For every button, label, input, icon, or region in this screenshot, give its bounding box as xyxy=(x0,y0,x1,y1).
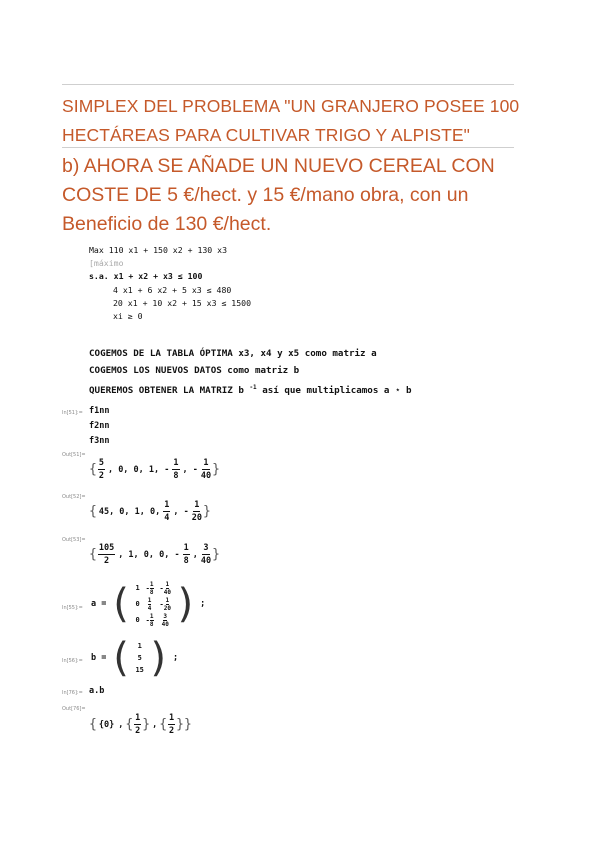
matrix-a-label: a = xyxy=(91,599,107,609)
open-brace: { xyxy=(89,462,97,477)
matrix-b-input[interactable]: b = ( 1 5 15 ) ; xyxy=(91,635,179,681)
page-title: SIMPLEX DEL PROBLEMA "UN GRANJERO POSEE 100 HECTÁREAS PARA CULTIVAR TRIGO Y ALPISTE" xyxy=(62,96,520,145)
matrix-b-table: 1 5 15 xyxy=(135,642,144,674)
result-output: { {0} , { $\frac{1}{2}$ } , { $\frac{1}{2}$ } } xyxy=(89,713,192,736)
close-brace: } xyxy=(202,504,211,519)
constraint-2: 4 x1 + 6 x2 + 5 x3 ≤ 480 xyxy=(113,284,232,295)
close-brace: } xyxy=(212,462,220,477)
note-line-1: COGEMOS DE LA TABLA ÓPTIMA x3, x4 y x5 como matriz a xyxy=(89,348,377,359)
open-brace: { xyxy=(89,504,97,519)
fraction: $\frac{1}{8}$ xyxy=(183,543,189,566)
note-line-3-a: QUEREMOS OBTENER LA MATRIZ b xyxy=(89,385,244,397)
close-paren: ) xyxy=(146,635,171,681)
title-rule xyxy=(62,147,514,148)
matrix-b-label: b = xyxy=(91,653,107,663)
matrix-a xyxy=(108,580,198,628)
fraction: $\frac{105}{2}$ xyxy=(98,543,115,566)
objective-line: Max 110 x1 + 150 x2 + 130 x3 xyxy=(89,245,228,255)
open-brace: { xyxy=(89,717,97,732)
open-brace: { xyxy=(89,547,97,562)
input-f1[interactable]: f1nn xyxy=(89,406,110,416)
cell-label-in76: In[76]:= xyxy=(62,690,83,696)
top-rule xyxy=(62,84,514,85)
fraction: $\frac{1}{20}$ xyxy=(191,500,202,523)
close-brace: } xyxy=(142,717,151,732)
cell-label-in56: In[56]:= xyxy=(62,658,83,664)
output-row-2: { 45, 0, 1, 0, $\frac{1}{4}$ , - $\frac{1}{20}$ } xyxy=(89,500,211,523)
note-line-2: COGEMOS LOS NUEVOS DATOS como matriz b xyxy=(89,365,300,376)
matrix-b xyxy=(108,635,171,681)
fraction: $\frac{1}{2}$ xyxy=(135,713,141,736)
output-row-1: { $\frac{5}{2}$ , 0, 0, 1, - $\frac{1}{8}$ , - $\frac{1}{40}$ } xyxy=(89,458,220,481)
fraction: $\frac{3}{40}$ xyxy=(200,543,212,566)
note-line-3-b: así que multiplicamos a ⋆ b xyxy=(256,385,412,397)
problem-statement xyxy=(89,244,251,323)
open-brace: { xyxy=(159,717,168,732)
matrix-a-table: 1 - $\frac{1}{8}$ - $\frac{1}{40}$ 0 $\frac{1}{4}$ - $\frac{1}{20}$ 0 - $\frac{1}{8}$ $\frac{3}{40}$ xyxy=(135,580,171,628)
constraint-3: 20 x1 + 10 x2 + 15 x3 ≤ 1500 xyxy=(113,297,252,308)
open-brace: { xyxy=(125,717,134,732)
fraction: $\frac{1}{2}$ xyxy=(169,713,175,736)
cell-label-out76: Out[76]= xyxy=(62,706,86,712)
fraction: $\frac{1}{8}$ xyxy=(173,458,179,481)
matrix-a-input[interactable]: a = ( 1 - $\frac{1}{8}$ - $\frac{1}{40}$ 0 $\frac{1}{4}$ - $\frac{1}{20}$ 0 - $\frac{1}{8}$ $\frac{3}{40}$ ) ; xyxy=(91,580,206,628)
fraction: $\frac{1}{4}$ xyxy=(164,500,170,523)
close-paren: ) xyxy=(173,581,199,627)
fraction: $\frac{1}{40}$ xyxy=(200,458,212,481)
input-f3[interactable]: f3nn xyxy=(89,436,110,446)
cell-label-in51: In[51]:= xyxy=(62,410,83,416)
open-paren: ( xyxy=(108,581,133,627)
notes-block xyxy=(89,345,412,399)
cell-label-out52: Out[52]= xyxy=(62,494,86,500)
section-heading: b) AHORA SE AÑADE UN NUEVO CEREAL CON COSTE DE 5 €/hect. y 15 €/mano obra, con un Beneficio de 130 €/hect. xyxy=(62,155,495,235)
fraction: $\frac{5}{2}$ xyxy=(98,458,104,481)
constraint-1: s.a. x1 + x2 + x3 ≤ 100 xyxy=(89,271,203,282)
input-f2[interactable]: f2nn xyxy=(89,421,110,431)
output-row-3: { $\frac{105}{2}$ , 1, 0, 0, - $\frac{1}{8}$ , $\frac{3}{40}$ } xyxy=(89,543,220,566)
open-paren: ( xyxy=(108,635,133,681)
close-brace: } xyxy=(176,717,184,732)
cell-label-in55: In[55]:= xyxy=(62,605,83,611)
note-line-3-sup: -1 xyxy=(249,384,257,391)
cell-label-out53: Out[53]= xyxy=(62,537,86,543)
close-brace: } xyxy=(212,547,220,562)
note-line-3 xyxy=(89,379,412,399)
constraint-4: xi ≥ 0 xyxy=(113,311,143,322)
objective-hint: [máximo xyxy=(89,258,124,269)
input-ab[interactable]: a.b xyxy=(89,686,105,696)
cell-label-out51: Out[51]= xyxy=(62,452,86,458)
close-brace: } xyxy=(184,717,192,732)
